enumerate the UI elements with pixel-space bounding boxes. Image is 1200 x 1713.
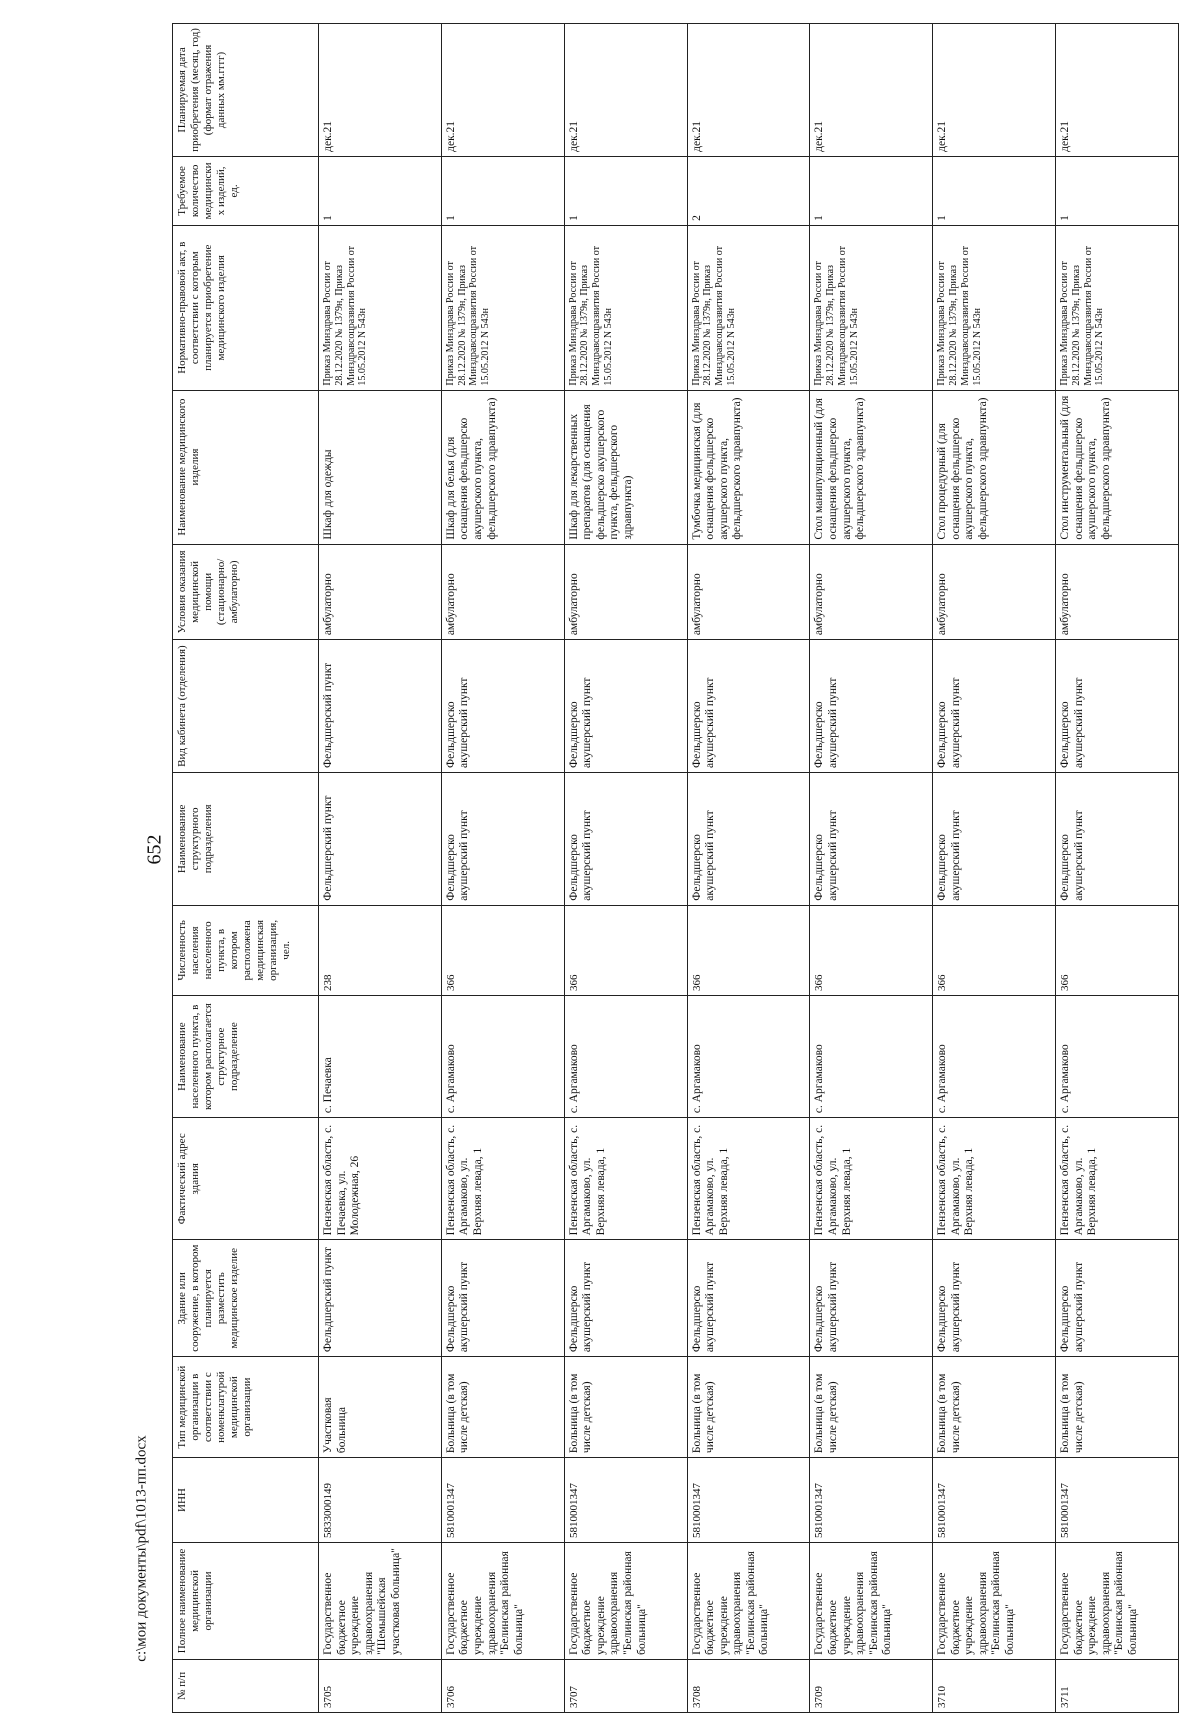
cabinet: Фельдшерско акушерский пункт — [441, 640, 564, 773]
locality: с. Аргамаково — [933, 996, 1056, 1118]
population: 366 — [1056, 905, 1179, 995]
org-type: Больница (в том числе детская) — [1056, 1357, 1179, 1458]
cabinet: Фельдшерско акушерский пункт — [933, 640, 1056, 773]
locality: с. Аргамаково — [687, 996, 810, 1118]
header-cell: № п/п — [173, 1659, 319, 1712]
population: 366 — [687, 905, 810, 995]
cabinet: Фельдшерско акушерский пункт — [810, 640, 933, 773]
inn: 5810001347 — [810, 1458, 933, 1543]
header-cell: Условия оказания медицинской помощи (стационарно/амбулаторно) — [173, 544, 319, 640]
quantity: 1 — [441, 156, 564, 225]
table-row — [933, 24, 1056, 1713]
locality: с. Аргамаково — [441, 996, 564, 1118]
cabinet: Фельдшерский пункт — [319, 640, 442, 773]
row-number: 3710 — [933, 1659, 1056, 1712]
quantity: 1 — [1056, 156, 1179, 225]
address: Пензенская область, с. Аргамаково, ул. Верхняя левада, 1 — [687, 1118, 810, 1240]
purchase-date: дек.21 — [319, 24, 442, 157]
quantity: 1 — [564, 156, 687, 225]
inn: 5810001347 — [564, 1458, 687, 1543]
device: Шкаф для одежды — [319, 390, 442, 544]
locality: с. Печаевка — [319, 996, 442, 1118]
address: Пензенская область, с. Аргамаково, ул. Верхняя левада, 1 — [441, 1118, 564, 1240]
table-row — [319, 24, 442, 1713]
header-cell: ИНН — [173, 1458, 319, 1543]
inn: 5810001347 — [441, 1458, 564, 1543]
building: Фельдшерско акушерский пункт — [1056, 1240, 1179, 1357]
population: 366 — [441, 905, 564, 995]
row-number: 3705 — [319, 1659, 442, 1712]
conditions: амбулаторно — [687, 544, 810, 640]
quantity: 1 — [933, 156, 1056, 225]
device: Шкаф для белья (для оснащения фельдшерско акушерского пункта, фельдшерского здравпункта) — [441, 390, 564, 544]
cabinet: Фельдшерско акушерский пункт — [564, 640, 687, 773]
header-cell: Здание или сооружение, в котором планируется разместить медицинское изделие — [173, 1240, 319, 1357]
building: Фельдшерский пункт — [319, 1240, 442, 1357]
conditions: амбулаторно — [933, 544, 1056, 640]
row-number: 3709 — [810, 1659, 933, 1712]
header-cell: Наименование структурного подразделения — [173, 772, 319, 905]
legal-act: Приказ Минздрава России от 28.12.2020 № 1379н, Приказ Минздравсоцразвития России от 15.05.2012 N 543н — [441, 225, 564, 390]
conditions: амбулаторно — [564, 544, 687, 640]
header-cell: Нормативно-правовой акт, в соответствии с которым планируется приобретение медицинского изделия — [173, 225, 319, 390]
quantity: 2 — [687, 156, 810, 225]
conditions: амбулаторно — [441, 544, 564, 640]
population: 238 — [319, 905, 442, 995]
org-type: Больница (в том числе детская) — [441, 1357, 564, 1458]
org-name: Государственное бюджетное учреждение здравоохранения "Белинская районная больница" — [687, 1543, 810, 1660]
device: Шкаф для лекарственных препаратов (для оснащения фельдшерско акушерского пункта, фельдшерского здравпункта) — [564, 390, 687, 544]
header-cell: Требуемое количество медицинских изделий, ед. — [173, 156, 319, 225]
table-row — [1056, 24, 1179, 1713]
device: Стол процедурный (для оснащения фельдшерско акушерского пункта, фельдшерского здравпункта) — [933, 390, 1056, 544]
locality: с. Аргамаково — [1056, 996, 1179, 1118]
equipment-table — [172, 23, 1179, 1713]
address: Пензенская область, с. Аргамаково, ул. Верхняя левада, 1 — [933, 1118, 1056, 1240]
unit: Фельдшерский пункт — [319, 772, 442, 905]
building: Фельдшерско акушерский пункт — [933, 1240, 1056, 1357]
population: 366 — [564, 905, 687, 995]
org-type: Больница (в том числе детская) — [564, 1357, 687, 1458]
table-row — [441, 24, 564, 1713]
header-cell: Фактический адрес здания — [173, 1118, 319, 1240]
address: Пензенская область, с. Печаевка, ул. Молодежная, 26 — [319, 1118, 442, 1240]
org-type: Участковая больница — [319, 1357, 442, 1458]
population: 366 — [810, 905, 933, 995]
address: Пензенская область, с. Аргамаково, ул. Верхняя левада, 1 — [810, 1118, 933, 1240]
row-number: 3707 — [564, 1659, 687, 1712]
org-name: Государственное бюджетное учреждение здравоохранения "Белинская районная больница" — [933, 1543, 1056, 1660]
conditions: амбулаторно — [319, 544, 442, 640]
building: Фельдшерско акушерский пункт — [687, 1240, 810, 1357]
org-name: Государственное бюджетное учреждение здравоохранения "Белинская районная больница" — [1056, 1543, 1179, 1660]
unit: Фельдшерско акушерский пункт — [810, 772, 933, 905]
inn: 5833000149 — [319, 1458, 442, 1543]
purchase-date: дек.21 — [933, 24, 1056, 157]
conditions: амбулаторно — [1056, 544, 1179, 640]
address: Пензенская область, с. Аргамаково, ул. Верхняя левада, 1 — [1056, 1118, 1179, 1240]
table-row — [810, 24, 933, 1713]
inn: 5810001347 — [1056, 1458, 1179, 1543]
header-cell: Вид кабинета (отделения) — [173, 640, 319, 773]
cabinet: Фельдшерско акушерский пункт — [687, 640, 810, 773]
org-name: Государственное бюджетное учреждение здравоохранения "Белинская районная больница" — [810, 1543, 933, 1660]
address: Пензенская область, с. Аргамаково, ул. Верхняя левада, 1 — [564, 1118, 687, 1240]
unit: Фельдшерско акушерский пункт — [687, 772, 810, 905]
org-name: Государственное бюджетное учреждение здравоохранения "Белинская районная больница" — [441, 1543, 564, 1660]
header-cell: Наименование населенного пункта, в котором располагается структурное подразделение — [173, 996, 319, 1118]
quantity: 1 — [319, 156, 442, 225]
cabinet: Фельдшерско акушерский пункт — [1056, 640, 1179, 773]
purchase-date: дек.21 — [441, 24, 564, 157]
legal-act: Приказ Минздрава России от 28.12.2020 № 1379н, Приказ Минздравсоцразвития России от 15.05.2012 N 543н — [810, 225, 933, 390]
purchase-date: дек.21 — [810, 24, 933, 157]
header-cell: Численность населения населенного пункта, в котором расположена медицинская организация, чел. — [173, 905, 319, 995]
population: 366 — [933, 905, 1056, 995]
unit: Фельдшерско акушерский пункт — [441, 772, 564, 905]
device: Тумбочка медицинская (для оснащения фельдшерско акушерского пункта, фельдшерского здравпункта) — [687, 390, 810, 544]
footer-file-path: c:\мои документы\pdf\1013-пп.docx — [133, 1435, 150, 1662]
purchase-date: дек.21 — [687, 24, 810, 157]
building: Фельдшерско акушерский пункт — [441, 1240, 564, 1357]
header-cell: Тип медицинской организации в соответствии с номенклатурой медицинской организации — [173, 1357, 319, 1458]
org-type: Больница (в том числе детская) — [687, 1357, 810, 1458]
page-number: 652 — [143, 834, 166, 865]
org-name: Государственное бюджетное учреждение здравоохранения "Шемышейская участковая больница" — [319, 1543, 442, 1660]
header-cell: Планируемая дата приобретения (месяц, год) (формат отражения данных мм.гггг) — [173, 24, 319, 157]
row-number: 3708 — [687, 1659, 810, 1712]
unit: Фельдшерско акушерский пункт — [933, 772, 1056, 905]
equipment-table-wrapper — [172, 23, 1179, 1713]
legal-act: Приказ Минздрава России от 28.12.2020 № 1379н, Приказ Минздравсоцразвития России от 15.05.2012 N 543н — [564, 225, 687, 390]
inn: 5810001347 — [687, 1458, 810, 1543]
header-cell: Наименование медицинского изделия — [173, 390, 319, 544]
purchase-date: дек.21 — [1056, 24, 1179, 157]
legal-act: Приказ Минздрава России от 28.12.2020 № 1379н, Приказ Минздравсоцразвития России от 15.05.2012 N 543н — [933, 225, 1056, 390]
inn: 5810001347 — [933, 1458, 1056, 1543]
locality: с. Аргамаково — [810, 996, 933, 1118]
device: Стол инструментальный (для оснащения фельдшерско акушерского пункта, фельдшерского здравпункта) — [1056, 390, 1179, 544]
building: Фельдшерско акушерский пункт — [810, 1240, 933, 1357]
org-type: Больница (в том числе детская) — [810, 1357, 933, 1458]
org-name: Государственное бюджетное учреждение здравоохранения "Белинская районная больница" — [564, 1543, 687, 1660]
quantity: 1 — [810, 156, 933, 225]
table-row — [564, 24, 687, 1713]
row-number: 3711 — [1056, 1659, 1179, 1712]
legal-act: Приказ Минздрава России от 28.12.2020 № 1379н, Приказ Минздравсоцразвития России от 15.05.2012 N 543н — [319, 225, 442, 390]
legal-act: Приказ Минздрава России от 28.12.2020 № 1379н, Приказ Минздравсоцразвития России от 15.05.2012 N 543н — [687, 225, 810, 390]
purchase-date: дек.21 — [564, 24, 687, 157]
table-row — [687, 24, 810, 1713]
unit: Фельдшерско акушерский пункт — [1056, 772, 1179, 905]
conditions: амбулаторно — [810, 544, 933, 640]
table-header-row — [173, 24, 319, 1713]
row-number: 3706 — [441, 1659, 564, 1712]
legal-act: Приказ Минздрава России от 28.12.2020 № 1379н, Приказ Минздравсоцразвития России от 15.05.2012 N 543н — [1056, 225, 1179, 390]
unit: Фельдшерско акушерский пункт — [564, 772, 687, 905]
locality: с. Аргамаково — [564, 996, 687, 1118]
header-cell: Полное наименование медицинской организации — [173, 1543, 319, 1660]
building: Фельдшерско акушерский пункт — [564, 1240, 687, 1357]
org-type: Больница (в том числе детская) — [933, 1357, 1056, 1458]
device: Стол манипуляционный (для оснащения фельдшерско акушерского пункта, фельдшерского здравпункта) — [810, 390, 933, 544]
